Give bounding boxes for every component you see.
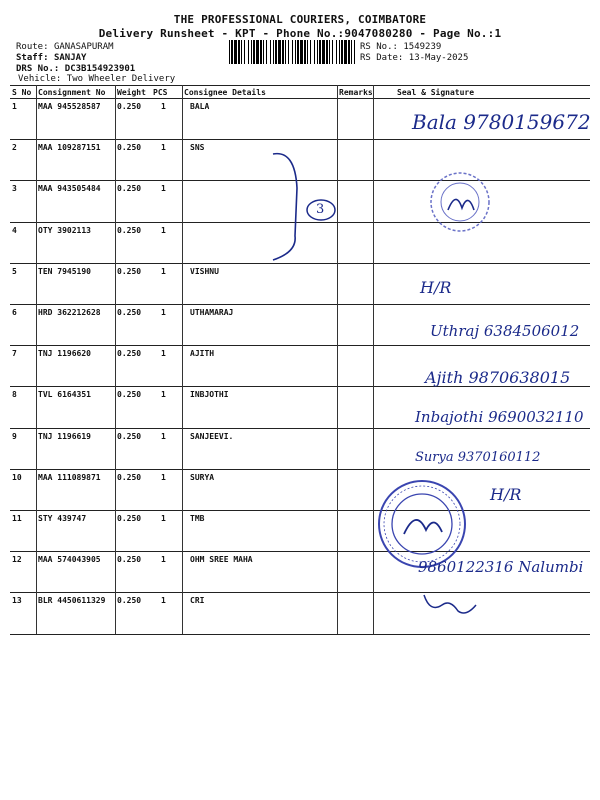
cell-pcs: 1 [161,225,166,235]
barcode-bar [319,40,321,64]
bracket-mark [265,148,345,266]
cell-weight: 0.250 [117,184,142,194]
cell-weight: 0.250 [117,555,142,565]
barcode-bar [314,40,315,64]
staff-value: SANJAY [53,53,87,63]
cell-sno: 2 [12,143,17,153]
cell-consignment: MAA 945528587 [38,102,101,111]
cell-consignment: MAA 109287151 [38,143,101,153]
cell-pcs: 1 [161,349,166,359]
barcode-graphic [229,40,357,64]
circled-count: 3 [316,202,325,217]
barcode-bar [238,40,240,64]
cell-sno: 1 [12,102,17,111]
row-divider [10,510,590,511]
barcode-bar [317,40,318,64]
column-divider [373,85,374,634]
cell-weight: 0.250 [117,225,142,235]
row-divider [10,428,590,429]
rs-date-line [360,53,468,63]
barcode-bar [351,40,352,64]
vehicle-line [18,74,175,84]
column-divider [36,85,37,634]
route-line [16,42,114,52]
cell-consignment: BLR 4450611329 [38,596,106,606]
cell-weight: 0.250 [117,514,142,523]
barcode-bar [251,40,252,64]
barcode-bar [273,40,274,64]
cell-sno: 12 [12,555,22,565]
col-header-consignment: Consignment No [38,88,106,97]
col-header-weight: Weight [117,88,146,97]
barcode-bar [292,40,293,64]
barcode-bar [348,40,350,64]
barcode-bar [256,40,259,64]
barcode-bar [270,40,271,64]
row-divider [10,139,590,140]
cell-consignee: UTHAMARAJ [190,308,234,317]
drs-label: DRS No.: [16,64,60,74]
barcode-bar [231,40,233,64]
cell-sno: 9 [12,431,17,441]
barcode-bar [322,40,325,64]
barcode-bar [329,40,330,64]
cell-consignee: VISHNU [190,266,219,276]
barcode-bar [304,40,306,64]
cell-weight: 0.250 [117,349,142,359]
rs-no-line [360,42,441,52]
barcode-bar [288,40,289,64]
rs-date-value: 13-May-2025 [408,53,469,63]
round-office-stamp [376,478,468,570]
cell-consignee: TMB [190,514,205,523]
cell-pcs: 1 [161,555,166,565]
row-divider [10,345,590,346]
column-divider [182,85,183,634]
barcode-bar [229,40,230,64]
barcode-bar [336,40,337,64]
barcode-bar [253,40,255,64]
barcode-bar [332,40,333,64]
cell-sno: 6 [12,308,17,317]
column-divider [115,85,116,634]
hr-mark-row-5: H/R [420,278,452,297]
cell-consignee: SURYA [190,472,215,482]
row-divider [10,551,590,552]
cell-weight: 0.250 [117,390,142,400]
cell-sno: 3 [12,184,17,194]
cell-consignee: SANJEEVI. [190,431,234,441]
signature-row-7: Ajith 9870638015 [425,368,571,387]
cell-consignee: BALA [190,102,210,111]
drs-value: DC3B154923901 [64,64,136,74]
barcode-bar [260,40,262,64]
runsheet-subtitle: Delivery Runsheet - KPT - Phone No.:9047080280 - Page No.:1 [98,27,502,40]
cell-weight: 0.250 [117,472,142,482]
cell-weight: 0.250 [117,431,142,441]
cell-consignment: MAA 111089871 [38,472,101,482]
col-header-signature: Seal & Signature [397,88,475,97]
cell-consignee: AJITH [190,349,215,359]
signature-row-9: Surya 9370160112 [415,450,541,465]
scribble-mark [420,585,480,619]
row-divider [10,304,590,305]
signature-row-12: 9860122316 Nalumbi [418,558,584,576]
row-divider [10,469,590,470]
cell-pcs: 1 [161,184,166,194]
rs-no-label: RS No.: [360,42,398,52]
hr-mark-row-10: H/R [490,485,522,504]
barcode-bar [310,40,311,64]
barcode-bar [354,40,355,64]
cell-consignee: OHM SREE MAHA [190,555,253,565]
rs-date-label: RS Date: [360,53,404,63]
barcode-bar [307,40,308,64]
barcode-bar [278,40,281,64]
vehicle-value: Two Wheeler Delivery [66,74,176,84]
cell-consignee: CRI [190,596,205,606]
cell-pcs: 1 [161,472,166,482]
barcode-bar [241,40,242,64]
cell-sno: 11 [12,514,22,523]
barcode-bar [297,40,299,64]
signature-row-6: Uthraj 6384506012 [430,322,580,340]
barcode-bar [300,40,303,64]
barcode-bar [326,40,328,64]
cell-consignee: INBJOTHI [190,390,229,400]
vehicle-label: Vehicle: [18,74,62,84]
barcode-bar [266,40,267,64]
cell-pcs: 1 [161,390,166,400]
drs-line [16,64,135,74]
row-divider [10,592,590,593]
col-header-consignee: Consignee Details [184,88,266,97]
cell-consignment: STY 439747 [38,514,87,523]
cell-weight: 0.250 [117,596,142,606]
barcode-bar [339,40,340,64]
barcode-bar [282,40,284,64]
barcode-bar [234,40,237,64]
cell-weight: 0.250 [117,266,142,276]
cell-pcs: 1 [161,431,166,441]
cell-consignment: TVL 6164351 [38,390,91,400]
barcode-bar [295,40,296,64]
col-header-pcs: PCS [153,88,168,97]
cell-pcs: 1 [161,102,166,111]
barcode-bar [275,40,277,64]
cell-sno: 4 [12,225,17,235]
cell-sno: 13 [12,596,22,606]
cell-pcs: 1 [161,266,166,276]
cell-consignment: OTY 3902113 [38,225,91,235]
col-header-sno: S No [12,88,32,97]
signature-row-1: Bala 9780159672 [412,110,591,134]
barcode-bar [344,40,347,64]
barcode-bar [263,40,264,64]
staff-label: Staff: [16,53,49,63]
cell-consignment: MAA 574043905 [38,555,101,565]
staff-line [16,53,86,63]
col-header-remarks: Remarks [339,88,373,97]
barcode-bar [248,40,249,64]
cell-sno: 5 [12,266,17,276]
cell-sno: 8 [12,390,17,400]
rs-no-value: 1549239 [403,42,442,52]
barcode-bar [341,40,343,64]
route-label: Route: [16,42,49,52]
cell-consignment: TEN 7945190 [38,266,91,276]
barcode-bar [244,40,245,64]
row-divider [10,85,590,86]
cell-pcs: 1 [161,596,166,606]
cell-consignment: HRD 362212628 [38,308,101,317]
cell-weight: 0.250 [117,143,142,153]
cell-pcs: 1 [161,514,166,523]
cell-pcs: 1 [161,143,166,153]
cell-weight: 0.250 [117,308,142,317]
cell-weight: 0.250 [117,102,142,111]
barcode-bar [285,40,286,64]
cell-consignee: SNS [190,143,205,153]
cell-sno: 7 [12,349,17,359]
cell-pcs: 1 [161,308,166,317]
cell-consignment: MAA 943505484 [38,184,101,194]
row-divider [10,98,590,99]
company-seal-stamp [428,170,492,234]
company-title: THE PROFESSIONAL COURIERS, COIMBATORE [173,13,427,26]
cell-consignment: TNJ 1196619 [38,431,91,441]
row-divider [10,634,590,635]
cell-consignment: TNJ 1196620 [38,349,91,359]
cell-sno: 10 [12,472,22,482]
route-value: GANASAPURAM [53,42,114,52]
signature-row-8: Inbajothi 9690032110 [415,408,584,426]
